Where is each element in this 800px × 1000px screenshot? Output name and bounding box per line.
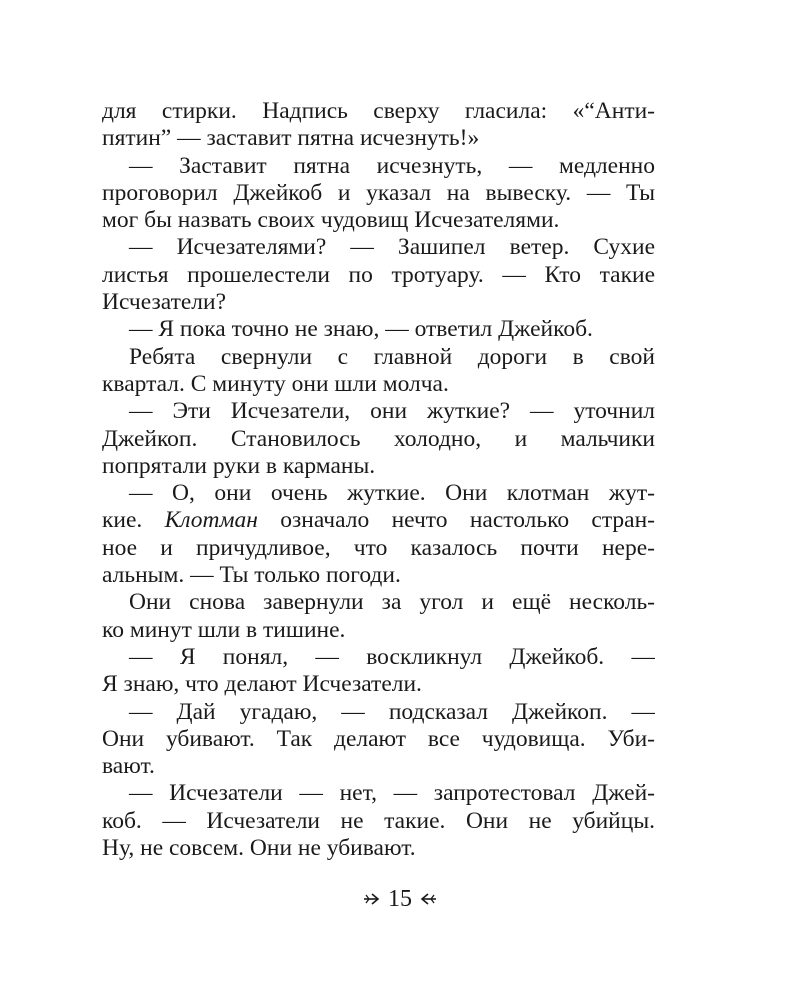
italic-word: Клотман bbox=[164, 507, 258, 534]
text-line: пятин” — заставит пятна исчезнуть!» bbox=[102, 125, 480, 152]
page-footer bbox=[0, 884, 800, 914]
text-line: проговорил Джейкоб и указал на вывеску. — Ты bbox=[102, 179, 655, 206]
text-line: для стирки. Надпись сверху гласила: «“Анти- bbox=[102, 98, 655, 124]
text-line: вают. bbox=[102, 753, 155, 780]
text-line: Ребята свернули с главной дороги в свой bbox=[129, 343, 655, 370]
page-folio bbox=[362, 884, 438, 914]
text-line: — Исчезателями? — Зашипел ветер. Сухие bbox=[129, 234, 655, 261]
text-line: коб. — Исчезатели не такие. Они не убийцы. bbox=[102, 807, 655, 834]
text-line: — Я пока точно не знаю, — ответил Джейкоб. bbox=[129, 316, 593, 343]
text-line: листья прошелестели по тротуару. — Кто такие bbox=[102, 261, 655, 288]
text-line: Джейкоп. Становилось холодно, и мальчики bbox=[102, 425, 655, 452]
text-line: — Дай угадаю, — подсказал Джейкоп. — bbox=[129, 698, 655, 725]
text-line: Исчезатели? bbox=[102, 289, 227, 316]
text-line: мог бы назвать своих чудовищ Исчезателями. bbox=[102, 207, 560, 234]
text-line: — Эти Исчезатели, они жуткие? — уточнил bbox=[129, 398, 655, 425]
text-line: ко минут шли в тишине. bbox=[102, 616, 346, 643]
text-line: Ну, не совсем. Они не убивают. bbox=[102, 835, 416, 862]
book-page-text bbox=[102, 98, 655, 862]
text-line: — Я понял, — воскликнул Джейкоб. — bbox=[129, 643, 655, 670]
text-line: ное и причудливое, что казалось почти нере- bbox=[102, 534, 655, 561]
left-ornament-icon bbox=[362, 892, 384, 906]
page-number: 15 bbox=[388, 886, 412, 912]
text-line: — Исчезатели — нет, — запротестовал Джей- bbox=[129, 780, 655, 807]
right-ornament-icon bbox=[416, 892, 438, 906]
text-line: — Заставит пятна исчезнуть, — медленно bbox=[129, 152, 655, 179]
text-line: кие. Клотман означало нечто настолько стран- bbox=[102, 507, 655, 534]
text-line: попрятали руки в карманы. bbox=[102, 452, 376, 479]
text-line: квартал. С минуту они шли молча. bbox=[102, 370, 449, 397]
text-line: Они убивают. Так делают все чудовища. Уби- bbox=[102, 725, 655, 752]
text-line: Они снова завернули за угол и ещё несколь- bbox=[129, 589, 655, 616]
text-line: альным. — Ты только погоди. bbox=[102, 562, 401, 589]
text-line: Я знаю, что делают Исчезатели. bbox=[102, 671, 422, 698]
text-line: — О, они очень жуткие. Они клотман жут- bbox=[129, 480, 655, 507]
